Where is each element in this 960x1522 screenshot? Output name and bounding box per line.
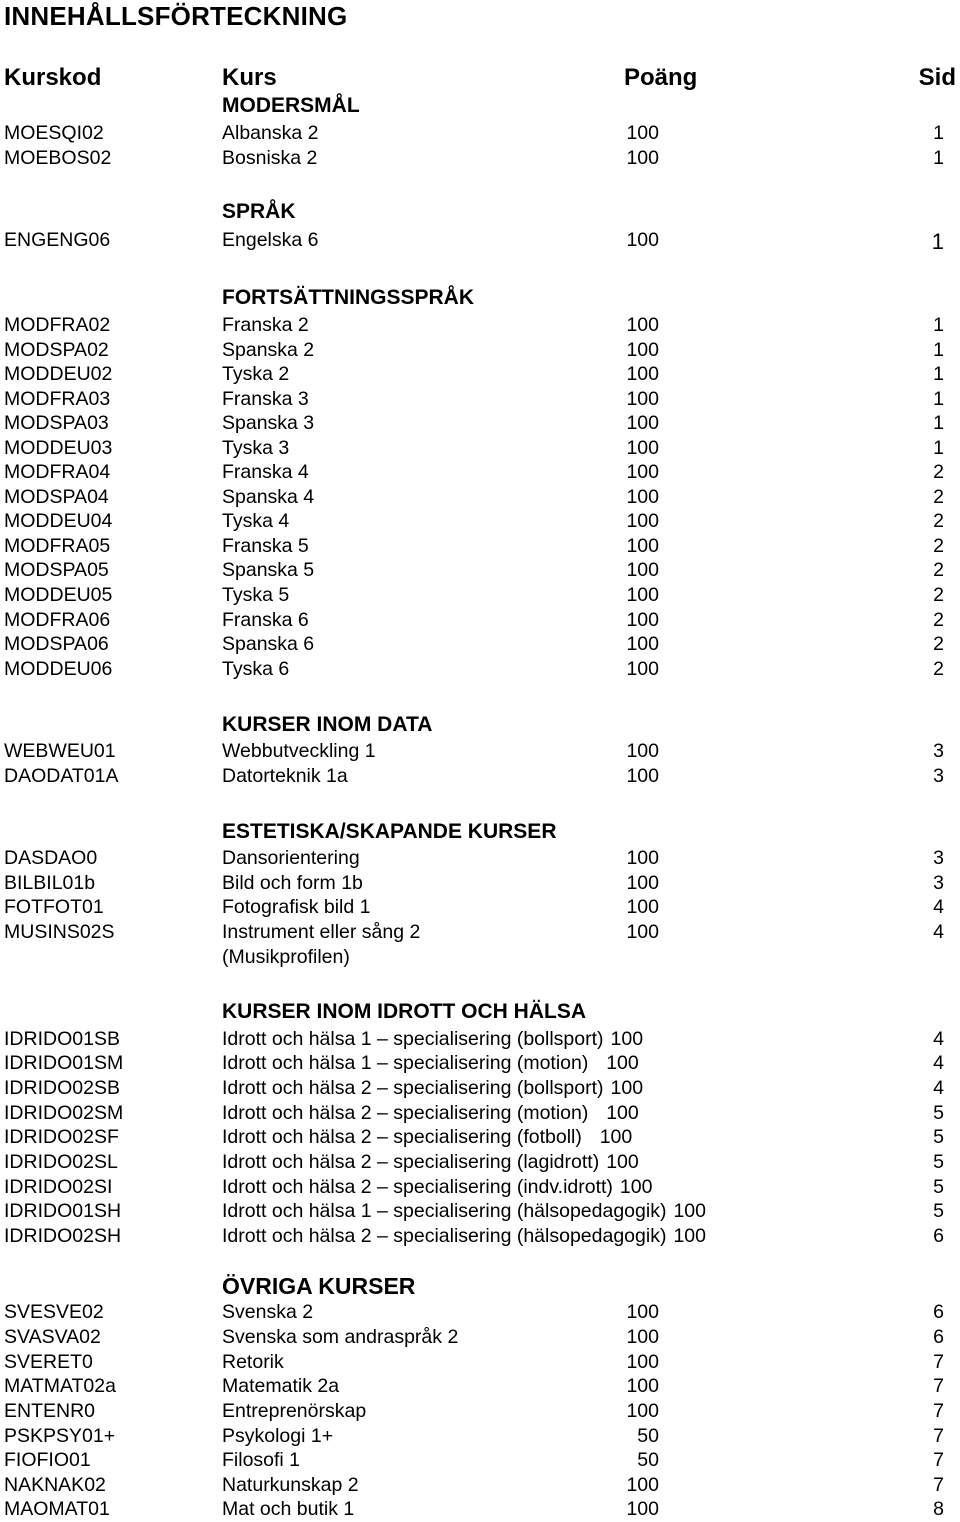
page-number: 6 <box>933 1225 944 1247</box>
course-points: 100 <box>626 122 659 144</box>
page-number: 1 <box>933 314 944 336</box>
table-row <box>0 388 960 412</box>
course-points: 100 <box>626 412 659 434</box>
course-points: 100 <box>626 1474 659 1496</box>
page-number: 3 <box>933 765 944 787</box>
course-name: Webbutveckling 1 <box>222 740 376 762</box>
course-code: DASDAO0 <box>4 847 98 869</box>
column-header-course: Kurs <box>222 64 277 91</box>
course-points: 100 <box>626 584 659 606</box>
page-number: 7 <box>933 1474 944 1496</box>
page-number: 4 <box>933 1052 944 1074</box>
course-code: MAOMAT01 <box>4 1498 110 1520</box>
course-points: 50 <box>637 1425 659 1447</box>
course-points: 100 <box>626 229 659 251</box>
course-code: SVESVE02 <box>4 1301 104 1323</box>
course-name: Dansorientering <box>222 847 360 869</box>
course-code: MODSPA04 <box>4 486 109 508</box>
course-code: MODDEU03 <box>4 437 113 459</box>
course-code: MODSPA03 <box>4 412 109 434</box>
course-points: 100 <box>606 1151 639 1173</box>
course-name: Svenska 2 <box>222 1301 314 1323</box>
page-number: 2 <box>933 461 944 483</box>
page-number: 4 <box>933 896 944 918</box>
course-code: BILBIL01b <box>4 872 96 894</box>
table-row <box>0 765 960 789</box>
page-number: 1 <box>933 388 944 410</box>
course-name: Idrott och hälsa 2 – specialisering (lagidrott) 100 <box>222 1151 639 1173</box>
course-points: 100 <box>626 363 659 385</box>
table-row <box>0 229 960 253</box>
course-points: 100 <box>626 872 659 894</box>
table-row <box>0 535 960 559</box>
course-name: Spanska 2 <box>222 339 315 361</box>
page-number: 7 <box>933 1351 944 1373</box>
table-row <box>0 363 960 387</box>
table-row <box>0 1301 960 1325</box>
course-points: 100 <box>626 437 659 459</box>
course-code: NAKNAK02 <box>4 1474 106 1496</box>
page-number: 4 <box>933 1028 944 1050</box>
page-number: 4 <box>933 921 944 943</box>
table-row <box>0 1028 960 1052</box>
course-name: Idrott och hälsa 1 – specialisering (hälsopedagogik) 100 <box>222 1200 706 1222</box>
course-points: 100 <box>626 658 659 680</box>
course-name: Bild och form 1b <box>222 872 363 894</box>
course-name: Idrott och hälsa 1 – specialisering (motion) 100 <box>222 1052 639 1074</box>
page-number: 1 <box>931 229 944 254</box>
course-code: MODSPA06 <box>4 633 109 655</box>
course-points: 100 <box>626 339 659 361</box>
table-row <box>0 1126 960 1150</box>
course-name: Tyska 3 <box>222 437 290 459</box>
course-note: (Musikprofilen) <box>222 946 350 968</box>
page-number: 7 <box>933 1425 944 1447</box>
course-name: Psykologi 1+ <box>222 1425 334 1447</box>
course-name: Svenska som andraspråk 2 <box>222 1326 459 1348</box>
page-number: 1 <box>933 437 944 459</box>
page-number: 7 <box>933 1449 944 1471</box>
page-number: 7 <box>933 1375 944 1397</box>
page-number: 2 <box>933 510 944 532</box>
course-code: MOESQI02 <box>4 122 104 144</box>
course-name: Spanska 4 <box>222 486 315 508</box>
course-code: IDRIDO01SB <box>4 1028 120 1050</box>
course-code: MATMAT02a <box>4 1375 116 1397</box>
course-name: Albanska 2 <box>222 122 319 144</box>
course-name: Spanska 6 <box>222 633 315 655</box>
course-code: IDRIDO02SB <box>4 1077 120 1099</box>
course-name: Tyska 2 <box>222 363 290 385</box>
course-points: 100 <box>626 461 659 483</box>
course-points: 100 <box>626 510 659 532</box>
course-code: IDRIDO01SH <box>4 1200 122 1222</box>
column-header-page: Sid <box>918 64 956 91</box>
table-row <box>0 314 960 338</box>
course-name: Idrott och hälsa 2 – specialisering (fotboll) 100 <box>222 1126 633 1148</box>
table-row <box>0 461 960 485</box>
table-row <box>0 510 960 534</box>
course-name: Tyska 4 <box>222 510 290 532</box>
table-row <box>0 1400 960 1424</box>
page-number: 5 <box>933 1200 944 1222</box>
course-points: 100 <box>626 1326 659 1348</box>
table-row <box>0 1326 960 1350</box>
page-number: 2 <box>933 535 944 557</box>
course-points: 100 <box>626 633 659 655</box>
table-row <box>0 740 960 764</box>
course-code: SVERET0 <box>4 1351 93 1373</box>
course-points: 100 <box>619 1176 653 1198</box>
section-heading: ESTETISKA/SKAPANDE KURSER <box>222 820 557 843</box>
table-row <box>0 1449 960 1473</box>
course-points: 100 <box>626 1498 659 1520</box>
table-row <box>0 1176 960 1200</box>
table-row <box>0 339 960 363</box>
course-points: 100 <box>626 1375 659 1397</box>
course-name: Spanska 5 <box>222 559 315 581</box>
page-number: 3 <box>933 847 944 869</box>
section-heading: SPRÅK <box>222 200 296 223</box>
course-points: 100 <box>626 847 659 869</box>
page-number: 1 <box>933 363 944 385</box>
page-title: INNEHÅLLSFÖRTECKNING <box>4 1 348 31</box>
table-row <box>0 1077 960 1101</box>
section-heading: KURSER INOM DATA <box>222 713 433 736</box>
table-row <box>0 633 960 657</box>
course-code: MODDEU05 <box>4 584 113 606</box>
page-number: 3 <box>933 740 944 762</box>
course-code: IDRIDO02SH <box>4 1225 122 1247</box>
page-number: 5 <box>933 1126 944 1148</box>
table-row <box>0 896 960 920</box>
course-code: FIOFIO01 <box>4 1449 91 1471</box>
course-points: 100 <box>626 921 659 943</box>
course-code: IDRIDO01SM <box>4 1052 124 1074</box>
table-row <box>0 147 960 171</box>
table-row <box>0 122 960 146</box>
course-points: 100 <box>626 765 659 787</box>
course-name: Tyska 6 <box>222 658 290 680</box>
course-code: WEBWEU01 <box>4 740 116 762</box>
course-name: Retorik <box>222 1351 284 1373</box>
table-row <box>0 1225 960 1249</box>
table-row <box>0 609 960 633</box>
table-row <box>0 1200 960 1224</box>
page-number: 7 <box>933 1400 944 1422</box>
course-code: MODDEU04 <box>4 510 113 532</box>
course-code: MODFRA05 <box>4 535 111 557</box>
course-code: MODSPA05 <box>4 559 109 581</box>
course-code: MUSINS02S <box>4 921 115 943</box>
course-name: Franska 3 <box>222 388 309 410</box>
course-code: MODDEU02 <box>4 363 113 385</box>
course-code: MODDEU06 <box>4 658 113 680</box>
course-points: 100 <box>606 1102 639 1124</box>
column-header-code: Kurskod <box>4 64 102 91</box>
page-number: 4 <box>933 1077 944 1099</box>
page-number: 6 <box>933 1326 944 1348</box>
page-number: 5 <box>933 1176 944 1198</box>
course-code: IDRIDO02SM <box>4 1102 124 1124</box>
table-row <box>0 486 960 510</box>
course-code: ENGENG06 <box>4 229 111 251</box>
table-row <box>0 1151 960 1175</box>
course-name: Tyska 5 <box>222 584 290 606</box>
course-code: MOEBOS02 <box>4 147 112 169</box>
course-points: 100 <box>626 535 659 557</box>
course-name: Instrument eller sång 2 <box>222 921 421 943</box>
course-code: MODFRA04 <box>4 461 111 483</box>
course-code: MODFRA02 <box>4 314 111 336</box>
table-row <box>0 412 960 436</box>
page-number: 3 <box>933 872 944 894</box>
course-points: 100 <box>610 1028 644 1050</box>
course-code: MODFRA03 <box>4 388 111 410</box>
course-points: 100 <box>673 1200 706 1222</box>
page-number: 8 <box>933 1498 944 1520</box>
page-number: 2 <box>933 559 944 581</box>
course-code: PSKPSY01+ <box>4 1425 116 1447</box>
course-points: 100 <box>626 147 659 169</box>
course-name: Idrott och hälsa 2 – specialisering (indv.idrott) 100 <box>222 1176 653 1198</box>
course-name: Bosniska 2 <box>222 147 318 169</box>
table-row <box>0 1474 960 1498</box>
course-name: Idrott och hälsa 2 – specialisering (bollsport) 100 <box>222 1077 644 1099</box>
course-name: Filosofi 1 <box>222 1449 301 1471</box>
table-row <box>0 1351 960 1375</box>
course-points: 100 <box>626 388 659 410</box>
course-name: Engelska 6 <box>222 229 319 251</box>
course-code: SVASVA02 <box>4 1326 101 1348</box>
section-heading: FORTSÄTTNINGSSPRÅK <box>222 286 474 309</box>
page-number: 2 <box>933 633 944 655</box>
course-name: Idrott och hälsa 2 – specialisering (hälsopedagogik) 100 <box>222 1225 706 1247</box>
table-row <box>0 847 960 871</box>
course-name: Franska 2 <box>222 314 309 336</box>
table-row <box>0 584 960 608</box>
page-number: 1 <box>933 412 944 434</box>
section-heading: MODERSMÅL <box>222 94 360 117</box>
page-number: 1 <box>933 339 944 361</box>
course-points: 100 <box>626 1400 659 1422</box>
course-code: ENTENR0 <box>4 1400 96 1422</box>
course-points: 100 <box>626 1351 659 1373</box>
course-points: 100 <box>626 740 659 762</box>
page-number: 2 <box>933 609 944 631</box>
course-code: IDRIDO02SL <box>4 1151 118 1173</box>
course-code: IDRIDO02SF <box>4 1126 119 1148</box>
course-name: Franska 5 <box>222 535 309 557</box>
course-name: Fotografisk bild 1 <box>222 896 371 918</box>
course-points: 100 <box>626 1301 659 1323</box>
course-points: 100 <box>599 1126 633 1148</box>
course-points: 100 <box>626 559 659 581</box>
page-number: 2 <box>933 658 944 680</box>
column-header-points: Poäng <box>624 64 698 91</box>
course-name: Mat och butik 1 <box>222 1498 355 1520</box>
table-row <box>0 1498 960 1522</box>
table-row <box>0 437 960 461</box>
table-row <box>0 1052 960 1076</box>
course-points: 100 <box>626 486 659 508</box>
page-number: 2 <box>933 584 944 606</box>
course-name: Matematik 2a <box>222 1375 340 1397</box>
course-points: 100 <box>606 1052 639 1074</box>
course-name: Spanska 3 <box>222 412 315 434</box>
course-name: Naturkunskap 2 <box>222 1474 359 1496</box>
course-points: 50 <box>637 1449 659 1471</box>
course-name: Datorteknik 1a <box>222 765 348 787</box>
page-number: 5 <box>933 1102 944 1124</box>
section-heading: ÖVRIGA KURSER <box>222 1273 416 1299</box>
table-row <box>0 872 960 896</box>
course-code: MODFRA06 <box>4 609 111 631</box>
page-number: 5 <box>933 1151 944 1173</box>
course-name: Idrott och hälsa 1 – specialisering (bollsport) 100 <box>222 1028 644 1050</box>
course-points: 100 <box>626 609 659 631</box>
table-row <box>0 1102 960 1126</box>
page-number: 2 <box>933 486 944 508</box>
page-number: 1 <box>933 122 944 144</box>
course-name: Idrott och hälsa 2 – specialisering (motion) 100 <box>222 1102 639 1124</box>
page-number: 1 <box>933 147 944 169</box>
course-name: Entreprenörskap <box>222 1400 367 1422</box>
course-points: 100 <box>610 1077 644 1099</box>
section-heading: KURSER INOM IDROTT OCH HÄLSA <box>222 1000 586 1023</box>
table-row <box>0 559 960 583</box>
table-row <box>0 1425 960 1449</box>
table-row <box>0 1375 960 1399</box>
course-name: Franska 6 <box>222 609 309 631</box>
page-number: 6 <box>933 1301 944 1323</box>
table-row <box>0 921 960 945</box>
course-name: Franska 4 <box>222 461 309 483</box>
course-code: MODSPA02 <box>4 339 109 361</box>
table-row <box>0 658 960 682</box>
course-code: FOTFOT01 <box>4 896 104 918</box>
course-code: DAODAT01A <box>4 765 119 787</box>
course-points: 100 <box>673 1225 706 1247</box>
course-points: 100 <box>626 314 659 336</box>
course-code: IDRIDO02SI <box>4 1176 113 1198</box>
course-points: 100 <box>626 896 659 918</box>
